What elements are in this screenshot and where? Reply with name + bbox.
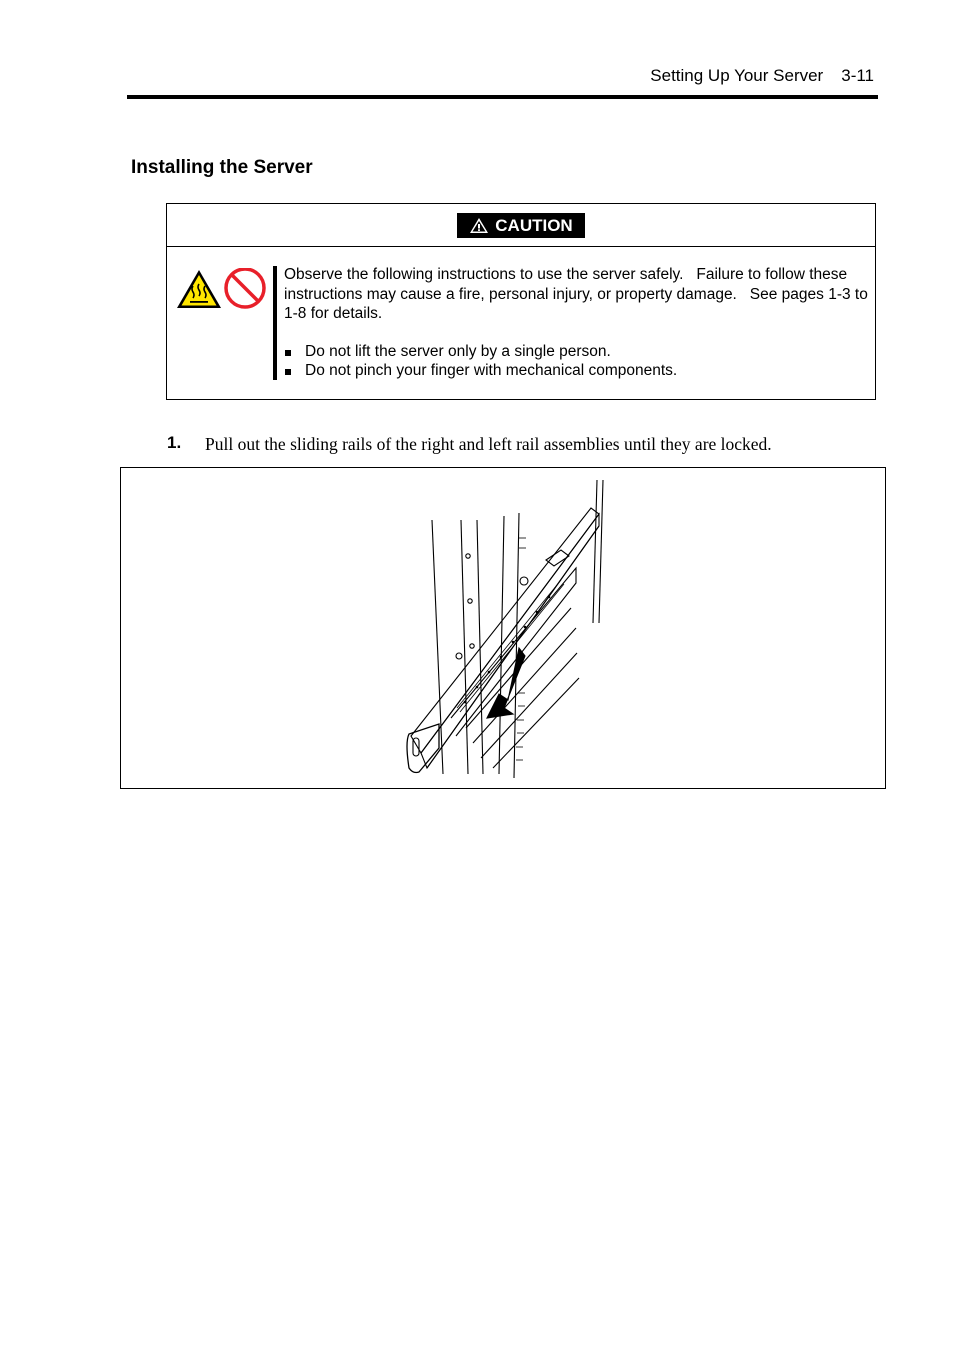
- figure-box: [120, 467, 886, 789]
- prohibited-icon: [226, 269, 264, 307]
- header-section-title: Setting Up Your Server: [650, 66, 824, 85]
- running-header: [650, 66, 874, 86]
- caution-badge: [457, 213, 585, 238]
- caution-list-item: Do not lift the server only by a single person.: [284, 342, 868, 362]
- header-rule: [127, 95, 878, 99]
- warning-triangle-icon: [469, 217, 489, 234]
- caution-icons: [177, 268, 269, 319]
- caution-label: CAUTION: [495, 215, 573, 235]
- caution-header: [167, 204, 875, 247]
- rail-assembly-pull-out-illustration: [121, 468, 885, 788]
- caution-list: [284, 342, 868, 381]
- caution-box: [166, 203, 876, 400]
- caution-list-item: Do not pinch your finger with mechanical components.: [284, 361, 868, 381]
- hot-surface-warning-icon: [177, 270, 221, 308]
- caution-text: [284, 265, 868, 381]
- step-1: [167, 433, 772, 454]
- step-text: Pull out the sliding rails of the right and left rail assemblies until they are locked.: [205, 434, 772, 454]
- section-title: Installing the Server: [131, 157, 313, 178]
- caution-intro: Observe the following instructions to use the server safely. Failure to follow these instructions may cause a fire, personal injury, or property damage. See pages 1-3 to 1-8 for details.: [284, 266, 868, 322]
- header-page-number: 3-11: [841, 66, 874, 85]
- step-number: 1.: [167, 433, 182, 452]
- caution-divider-bar: [273, 266, 277, 380]
